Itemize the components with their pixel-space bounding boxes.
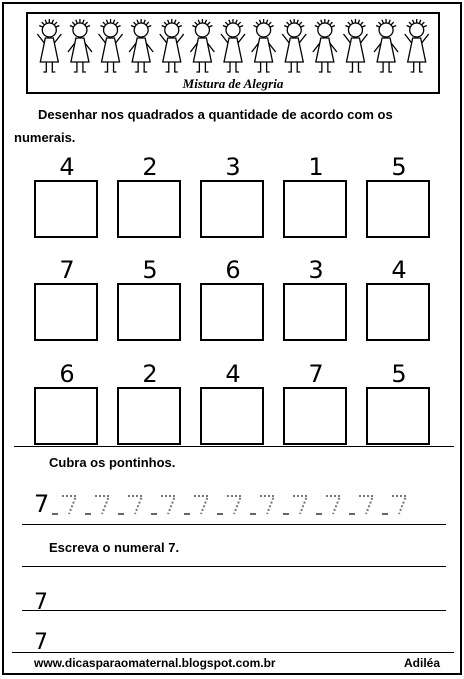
drawing-box[interactable] [34, 180, 98, 238]
drawing-box[interactable] [117, 387, 181, 445]
dotted-seven[interactable] [326, 496, 340, 514]
child-figure-icon [68, 19, 92, 72]
write-label: Escreva o numeral 7. [49, 540, 180, 555]
child-figure-icon [374, 19, 398, 72]
child-figure-icon [282, 19, 306, 72]
grid-cell [117, 257, 183, 341]
cell-numeral: 7 [308, 360, 324, 388]
cell-numeral: 5 [391, 360, 407, 388]
write-example-numeral-1: 7 [34, 590, 48, 615]
grid-cell [283, 361, 349, 445]
instruction-text: Desenhar nos quadrados a quantidade de acordo com os numerais. [14, 107, 393, 145]
cell-numeral: 6 [59, 360, 75, 388]
cell-numeral: 3 [225, 153, 241, 181]
cell-numeral: 2 [142, 360, 158, 388]
child-figure-icon [160, 19, 184, 72]
grid-cell [200, 154, 266, 238]
divider [14, 446, 454, 447]
drawing-box[interactable] [366, 387, 430, 445]
dotted-seven[interactable] [227, 496, 241, 514]
drawing-box[interactable] [366, 180, 430, 238]
cell-numeral: 4 [225, 360, 241, 388]
drawing-box[interactable] [366, 283, 430, 341]
footer-author: Adiléa [403, 656, 440, 670]
cell-numeral: 3 [308, 256, 324, 284]
child-figure-icon [313, 19, 337, 72]
cell-numeral: 6 [225, 256, 241, 284]
dotted-seven[interactable] [194, 496, 208, 514]
cell-numeral: 2 [142, 153, 158, 181]
drawing-box[interactable] [283, 387, 347, 445]
grid-cell [366, 257, 432, 341]
drawing-box[interactable] [200, 387, 264, 445]
child-figure-icon [190, 19, 214, 72]
child-figure-icon [405, 19, 429, 72]
drawing-box[interactable] [34, 283, 98, 341]
drawing-box[interactable] [117, 283, 181, 341]
child-figure-icon [37, 19, 61, 72]
children-illustration [34, 16, 432, 76]
cell-numeral: 5 [391, 153, 407, 181]
trace-label: Cubra os pontinhos. [49, 455, 176, 470]
write-line-3[interactable] [12, 652, 454, 653]
grid-cell [34, 361, 100, 445]
drawing-box[interactable] [283, 180, 347, 238]
child-figure-icon [99, 19, 123, 72]
grid-cell [283, 154, 349, 238]
grid-cell [283, 257, 349, 341]
dotted-seven[interactable] [95, 496, 109, 514]
drawing-box[interactable] [200, 283, 264, 341]
write-line-2[interactable] [22, 610, 446, 611]
cell-numeral: 5 [142, 256, 158, 284]
write-line-1[interactable] [22, 566, 446, 567]
dotted-seven[interactable] [62, 496, 76, 514]
dotted-seven[interactable] [260, 496, 274, 514]
drawing-box[interactable] [200, 180, 264, 238]
cell-numeral: 4 [391, 256, 407, 284]
drawing-box[interactable] [283, 283, 347, 341]
child-figure-icon [221, 19, 245, 72]
grid-cell [200, 361, 266, 445]
cell-numeral: 4 [59, 153, 75, 181]
trace-baseline [22, 524, 446, 525]
cell-numeral: 1 [308, 153, 324, 181]
child-figure-icon [129, 19, 153, 72]
grid-cell [366, 154, 432, 238]
dotted-seven[interactable] [293, 496, 307, 514]
cell-numeral: 7 [59, 256, 75, 284]
footer-url: www.dicasparaomaternal.blogspot.com.br [34, 656, 276, 670]
dotted-seven[interactable] [359, 496, 373, 514]
grid-cell [34, 154, 100, 238]
dotted-seven[interactable] [392, 496, 406, 514]
child-figure-icon [343, 19, 367, 72]
header-title: Mistura de Alegria [182, 76, 284, 91]
trace-solid-numeral: 7 [34, 490, 50, 518]
worksheet-page [2, 2, 462, 675]
grid-cell [366, 361, 432, 445]
drawing-box[interactable] [117, 180, 181, 238]
dotted-seven[interactable] [128, 496, 142, 514]
grid-cell [34, 257, 100, 341]
drawing-box[interactable] [34, 387, 98, 445]
grid-cell [117, 361, 183, 445]
child-figure-icon [252, 19, 276, 72]
dotted-seven[interactable] [161, 496, 175, 514]
grid-cell [117, 154, 183, 238]
header-banner [26, 12, 440, 94]
write-example-numeral-2: 7 [34, 630, 48, 655]
grid-cell [200, 257, 266, 341]
trace-row[interactable] [34, 486, 434, 520]
